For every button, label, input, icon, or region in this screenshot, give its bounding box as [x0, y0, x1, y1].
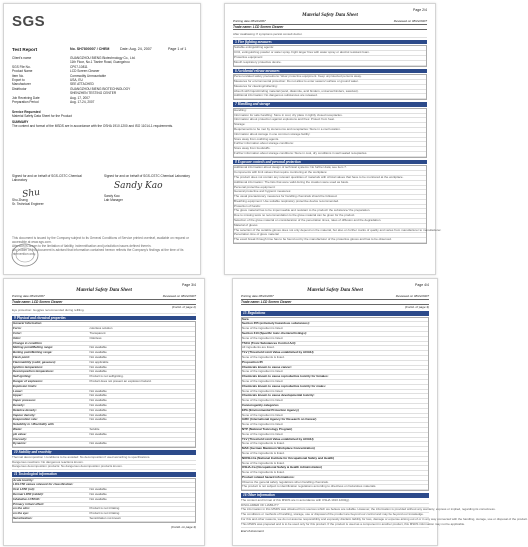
property-value: Not available [89, 369, 107, 374]
contd-footer: (Contd. on page 4) [170, 524, 196, 529]
property-label: Color: [13, 330, 22, 335]
page-1-test-report [3, 3, 201, 275]
page-number: Page 2/4 [412, 8, 427, 12]
property-label: Oral LD50 (rat): [13, 487, 35, 492]
info-label: Job Receiving Date [12, 95, 40, 100]
property-value: Not available [89, 492, 107, 497]
property-label: Danger of explosion: [13, 378, 43, 383]
property-label: Flash point: [13, 354, 30, 359]
property-value: Product is not irritating [89, 511, 120, 516]
text-line: NIOSH-Ca (National Institute for Occupational Safety and Health) [242, 457, 428, 462]
property-label: on the eye: [13, 511, 29, 516]
text-line: CO2, extinguishing powder or water spray. Fight larger fires with water spray or alcohol resistant foam. [234, 51, 426, 56]
text-line: None of the ingredients is listed. [242, 442, 428, 447]
property-value: colorless solution [89, 326, 113, 331]
section-15-body [241, 317, 429, 492]
contd-note: (Contd. of page 3) [404, 305, 429, 309]
summary-text: The content and format of the MSDS are in accordance with the OSHA 1910.1200 and ISO 11014-1 requirements. [12, 124, 174, 128]
property-label: Flammability (solid, gaseous): [13, 359, 57, 364]
signed-for-right: Signed for and on behalf of SGS-CSTC Chemical Laboratory [104, 174, 190, 178]
property-value: Not available [89, 402, 107, 407]
signature-right-image: Sandy Kao [114, 181, 163, 191]
property-value: Not available [89, 417, 107, 422]
text-line: Absorb with liquid-binding material (sand, diatomite, acid binders, universal binders, sawdust). [234, 90, 426, 95]
property-label: Primary irritant effect: [13, 501, 45, 506]
text-line: The content and format of this MSDS are in accordance with OSHA 1910.1200(g). [241, 499, 429, 504]
section-11-table [12, 478, 196, 523]
text-line: Due to missing tests no recommendation to the glove material can be given for the product. [234, 214, 426, 219]
text-line: General protective and hygienic measures: [234, 190, 426, 195]
page-number: Page 4/4 [414, 283, 429, 287]
page-number: Page 3/4 [181, 283, 196, 287]
text-line: NTP (National Toxicology Program) [242, 428, 428, 433]
page-3-msds [3, 278, 205, 546]
text-line: None of the ingredient is listed. [242, 423, 428, 428]
property-label: pH value: [13, 431, 27, 436]
info-value: SEE ATTACHED [70, 82, 94, 87]
end-of-document: End of document [241, 528, 264, 533]
msds-title: Material Safety Data Sheet [76, 288, 132, 293]
property-label: General Information [13, 321, 42, 326]
text-line: The information in this MSDS was obtained from sources which we believe are reliable. However, the information is provided without any warranty, express or implied, regarding its correctness. [241, 507, 496, 512]
info-label: SGS File No. [12, 64, 31, 69]
footer-line-2: Attention is drawn to the limitation of liability, indemnification and jurisdiction issues defined therein. [12, 244, 152, 248]
property-label: Evaporation rate: [13, 417, 38, 422]
text-line: None of the ingredient is listed. [242, 380, 428, 385]
text-line: Additional information about design of technical systems: No further data; see item 7. [234, 166, 426, 171]
text-line: Material of gloves [234, 224, 426, 229]
signature-left [12, 174, 94, 206]
property-label: Upper: [13, 393, 23, 398]
text-line: Additional information: No dangerous substances are released. [234, 94, 426, 99]
text-line: EPA (Environmental Protection Agency) [242, 409, 428, 414]
info-label: Product Name [12, 69, 33, 74]
text-line: Further information about storage conditions: Store in cool, dry conditions in well sealed receptacles. [234, 152, 426, 157]
text-line: None of the ingredient is listed. [242, 370, 428, 375]
text-line: DISCLAIMER OF LIABILITY [241, 504, 429, 509]
text-line: Information about protection against explosions and fires: Protect from heat. [234, 118, 426, 123]
info-label: Manufacturer [12, 82, 31, 87]
property-value: Not available [89, 350, 107, 355]
property-label: Explosion limits: [13, 383, 38, 388]
property-label: Viscosity: [13, 436, 28, 441]
property-value: Not applicable [89, 359, 109, 364]
section-9-title: 9 Physical and chemical properties [12, 316, 196, 321]
report-label: Test Report [12, 47, 38, 52]
property-value: Not available [89, 441, 107, 446]
text-line: Chemicals known to cause reproductive toxicity for males: [242, 385, 428, 390]
signer-right-title: Lab Manager [104, 198, 123, 202]
text-line: Components with limit values that require monitoring at the workplace: [234, 171, 426, 176]
service-text: Material Safety Data Sheet for the Product [12, 114, 72, 118]
text-line: Thermal decomposition / conditions to be avoided: No decomposition if used according to specifications. [12, 456, 196, 461]
info-value: Aug. 17, 2007 [70, 95, 90, 100]
signer-left-name: Shu Zhang [12, 198, 28, 202]
footer-line-3: Any holder of this document is advised that information contained hereon reflects the Company's findings at the time of its intervention only. [12, 248, 184, 256]
section-title: 6 Accidental release measures [233, 69, 427, 74]
msds-sections [233, 39, 442, 244]
info-value: Commodity Unmountable [70, 73, 106, 78]
text-line: Store away from foodstuffs. [234, 147, 426, 152]
property-value: Not available [89, 388, 107, 393]
section-9-table [12, 321, 196, 448]
info-value: LCD Screen Cleaner [70, 69, 100, 74]
text-line: None of the ingredient is listed. [242, 390, 428, 395]
section-body [233, 74, 427, 100]
text-line: The exact break through time has to be found out by the manufacturer of the protective gloves and has to be observed. [234, 238, 426, 243]
text-line: TLV (Threshold Limit Value established by ACGIH) [242, 438, 428, 443]
section-10-title: 10 Stability and reactivity [12, 450, 196, 455]
reviewed-date: Reviewed on 08/22/2007 [395, 294, 429, 298]
page-2-msds [224, 3, 442, 275]
property-value: Product does not present an explosion hazard. [89, 378, 152, 383]
eye-protection: Eye protection: Goggles recommended during refilling. [12, 309, 196, 314]
text-line: Cancerogenity categories [242, 404, 428, 409]
property-value: Product is not irritating [89, 506, 120, 511]
signature-left-image: Shu [21, 187, 41, 200]
trade-name: Trade name: LCD Screen Cleaner [233, 24, 427, 30]
text-line: Measures for environmental protection: Do not allow to enter sewers/ surface or ground water. [234, 80, 426, 85]
section-body [233, 165, 442, 244]
info-value: SHENZHEN TESTING CENTER [70, 91, 117, 96]
property-row [13, 442, 195, 447]
sgs-stamp-icon [10, 242, 40, 268]
property-value: Sensitization not known [89, 516, 121, 521]
text-line: Personal protective equipment: [234, 186, 426, 191]
info-value: GUANGZHOU BIENG Biotechnology Co., Ltd. [70, 56, 136, 60]
text-line: Dangerous decomposition products: No dangerous decomposition products known. [12, 465, 196, 470]
sgs-logo: SGS [12, 13, 46, 30]
property-value: Not available [89, 496, 107, 501]
property-label: Vapour density: [13, 412, 36, 417]
text-line: Chemicals known to cause reproductive toxicity for females: [242, 375, 428, 380]
info-value: USA, EU [70, 78, 83, 83]
property-label: Density: [13, 402, 25, 407]
contd-note: (Contd. of page 2) [171, 305, 196, 309]
text-line: Section 313 (Specific toxic chemical listings): [242, 332, 428, 337]
text-line: None of the ingredient is listed. [242, 337, 428, 342]
text-line: The usual precautionary measures for handling chemicals should be followed. [234, 195, 426, 200]
text-line: Selection of the glove material on consideration of the penetration times, rates of diffusion and the degradation. [234, 219, 426, 224]
text-line: Mouth respiratory protective device. [234, 61, 426, 66]
property-value: Not available [89, 407, 107, 412]
property-value: Not available [89, 393, 107, 398]
info-value: CP07-10811 [70, 64, 88, 69]
text-line: Chemicals known to cause developmental toxicity: [242, 394, 428, 399]
property-label: Ignition temperature: [13, 364, 44, 369]
info-label: Export to [12, 78, 25, 83]
property-value: Transparent [89, 330, 106, 335]
section-11-title: 11 Toxicological information [12, 472, 196, 477]
footer-line-1: This document is issued by the Company subject to its General Conditions of Service printed overleaf, available on request or accessible at www.sgs.com. [12, 236, 189, 244]
text-line: None of the ingredients is listed. [242, 452, 428, 457]
text-line: The glove material has to be impermeable and resistant to the product/ the substance/ the preparation. [234, 209, 426, 214]
property-value [89, 479, 195, 483]
text-line: Product related hazard informations: [242, 476, 428, 481]
text-line: TSCA (Toxic Substances Control Act): [242, 342, 428, 347]
text-line: Chemicals known to cause cancer: [242, 366, 428, 371]
section-16-body [241, 497, 528, 528]
reviewed-date: Reviewed on 08/22/2007 [162, 294, 196, 298]
property-value: Not available [89, 354, 107, 359]
text-line: None of the ingredients is listed. [242, 356, 428, 361]
text-line: TLV (Threshold Limit Value established by ACGIH) [242, 351, 428, 356]
property-value [89, 385, 195, 389]
property-value: Not available [89, 431, 107, 436]
trade-name: Trade name: LCD Screen Cleaner [241, 299, 429, 305]
report-page: Page 1 of 1 [168, 47, 187, 51]
property-label: LD/LC50 values relevant for classification: [13, 482, 74, 487]
text-line: Proposition 65 [242, 361, 428, 366]
info-value: 11th Floor, No.1 Tianhe Road, Guangzhou [70, 60, 130, 65]
printing-date: Printing date 08/22/2007 [241, 294, 274, 298]
text-line: None of the ingredient is listed. [242, 327, 428, 332]
property-row [13, 517, 195, 522]
info-value: GUANGZHOU BIENG BIOTECHNOLOGY [70, 86, 131, 91]
text-line: Information about storage in one common storage facility: [234, 133, 426, 138]
property-value: Not available [89, 412, 107, 417]
text-line: Information for safe handling: Store in cool, dry place in tightly closed receptacles. [234, 114, 426, 119]
page-4-msds [232, 278, 528, 546]
signed-for-left: Signed for and on behalf of SGS-CSTC Chemical Laboratory [12, 174, 82, 182]
property-value: Not available [89, 345, 107, 350]
section-15-title: 15 Regulations [241, 311, 429, 316]
property-value: Soluble [89, 426, 100, 431]
text-line: This MSDS was prepared and is to be used only for this product. If the product is used as a component in another product, this MSDS information may not be applicable. [241, 521, 465, 526]
text-line: Section 355 (extremely hazardous substances): [242, 322, 428, 327]
text-line: Protective equipment: [234, 56, 426, 61]
property-label: Dynamic: [13, 441, 27, 446]
service-label: Service Requested [12, 110, 41, 114]
text-line: Suitable extinguishing agents: [234, 46, 426, 51]
info-row [12, 100, 194, 104]
info-label: Client's name [12, 56, 32, 60]
report-header [12, 47, 194, 52]
text-line: Breathing equipment: Use suitable respiratory protective device recommended. [234, 200, 426, 205]
signer-left-title: Sr. Technical Engineer [12, 202, 44, 206]
property-label: on the skin: [13, 506, 30, 511]
report-info-block [12, 56, 194, 104]
text-line: Person-related safety precautions: Wear protective equipment. Keep unprotected persons away. [234, 75, 426, 80]
text-line: Dangerous reactions: No dangerous reactions known. [12, 461, 196, 466]
date-row [233, 19, 427, 23]
property-label: Decomposition temperature: [13, 369, 54, 374]
signature-right [104, 174, 190, 202]
text-line: Measures for cleaning/collecting: [234, 85, 426, 90]
section-body [233, 108, 427, 158]
text-line: Observe the general safety regulations when handling chemicals. [242, 481, 428, 486]
property-label: Water: [13, 426, 23, 431]
signer-right-name: Sandy Kao [104, 194, 120, 198]
property-label: Solubility in / Miscibility with [13, 422, 54, 427]
text-line: Additional information: The lists that were valid during the creation were used as basis. [234, 181, 426, 186]
text-line: None of the ingredient is listed. [242, 399, 428, 404]
info-label: Distributor [12, 86, 27, 91]
property-value: Not available [89, 364, 107, 369]
printing-date: Printing date 08/22/2007 [12, 294, 45, 298]
report-number: No. SH7800007 / CHEM [70, 47, 110, 51]
text-line: Sara [242, 318, 428, 323]
text-line: Protection of hands: [234, 205, 426, 210]
property-value: Not available [89, 487, 107, 492]
info-value: Aug. 17-24, 2007 [70, 100, 95, 105]
property-value: Not available [89, 398, 107, 403]
property-label: Melting point/Melting range: [13, 345, 53, 350]
text-line: All ingredients are listed. [242, 346, 428, 351]
printing-date: Printing date 08/22/2007 [233, 19, 266, 23]
text-line: Further information about storage conditions: [234, 142, 426, 147]
section-10-body [12, 456, 196, 470]
trade-name: Trade name: LCD Screen Cleaner [12, 299, 196, 305]
section-title: 8 Exposure controls and personal protection [233, 160, 427, 165]
property-label: Acute toxicity: [13, 477, 34, 482]
section-16-title: 16 Other information [241, 493, 429, 498]
text-line: None of the ingredient is listed. [242, 414, 428, 419]
text-line: For this and other reasons, we do not assume responsibility and expressly disclaim liability for loss, damage or expense arising out of or in any way connected with the handling, storage, use or disposal of the product. [241, 517, 528, 522]
text-line: The conditions or methods of handling, storage, use or disposal of the product are beyond our control and may be beyond our knowledge. [241, 513, 429, 518]
text-line: MAK (German Maximum Workplace Concentration) [242, 447, 428, 452]
text-line: The selection of the suitable gloves does not only depend on the material, but also on further marks of quality and varies from manufacturer to manufacturer. [234, 227, 442, 232]
text-line: None of the ingredients is listed. [242, 462, 428, 467]
text-line: Storage: [234, 123, 426, 128]
text-line: OSHA-Ca (Occupational Safety & Health Administration) [242, 466, 428, 471]
property-label: Self-igniting: [13, 374, 32, 379]
after-swallowing: After swallowing: If symptoms persist consult doctor. [233, 33, 427, 38]
text-line: None of the ingredient is listed. [242, 433, 428, 438]
info-label: Preparation Period [12, 100, 39, 105]
property-label: Sensitization: [13, 516, 33, 521]
section-body [233, 45, 427, 66]
text-line: The product is not subject to identification regulations according to directives on hazardous materials. [242, 485, 428, 490]
section-title: 7 Handling and storage [233, 102, 427, 107]
reviewed-date: Reviewed on 08/22/2007 [393, 19, 427, 23]
property-label: Odor: [13, 335, 22, 340]
property-value [89, 423, 195, 427]
text-line: Penetration time of glove material [234, 233, 426, 238]
property-label: Lower: [13, 388, 23, 393]
property-label: Form: [13, 326, 22, 331]
property-label: Boiling point/Boiling range: [13, 350, 53, 355]
property-label: Dermal LD50 (rabbit): [13, 492, 44, 497]
property-label: Vapor pressure: [13, 398, 36, 403]
msds-title: Material Safety Data Sheet [307, 288, 363, 293]
service-block [12, 110, 194, 128]
text-line: Store away from oxidizing agents. [234, 138, 426, 143]
property-value: Odorless [89, 335, 102, 340]
property-label: Relative density: [13, 407, 37, 412]
info-label: Item No. [12, 73, 25, 78]
text-line: Handling: [234, 109, 426, 114]
text-line: The product does not contain any relevant quantities of materials with critical values that have to be monitored at the workplace. [234, 176, 426, 181]
date-row [12, 294, 196, 298]
property-value: Product is not selfigniting. [89, 374, 124, 379]
summary-label: SUMMARY [12, 120, 29, 124]
text-line: None of the ingredients is listed. [242, 471, 428, 476]
report-date: Date: Aug. 24, 2007 [120, 47, 152, 51]
date-row [241, 294, 429, 298]
property-label: Inhalative LC50/4h: [13, 496, 41, 501]
section-title: 5 Fire fighting measures [233, 40, 427, 45]
property-label: Change in condition [13, 340, 42, 345]
text-line: IARC (International Agency for Research on Cancer) [242, 418, 428, 423]
msds-title: Material Safety Data Sheet [302, 13, 358, 18]
text-line: Requirements to be met by storerooms and receptacles: Store in a cool location. [234, 128, 426, 133]
